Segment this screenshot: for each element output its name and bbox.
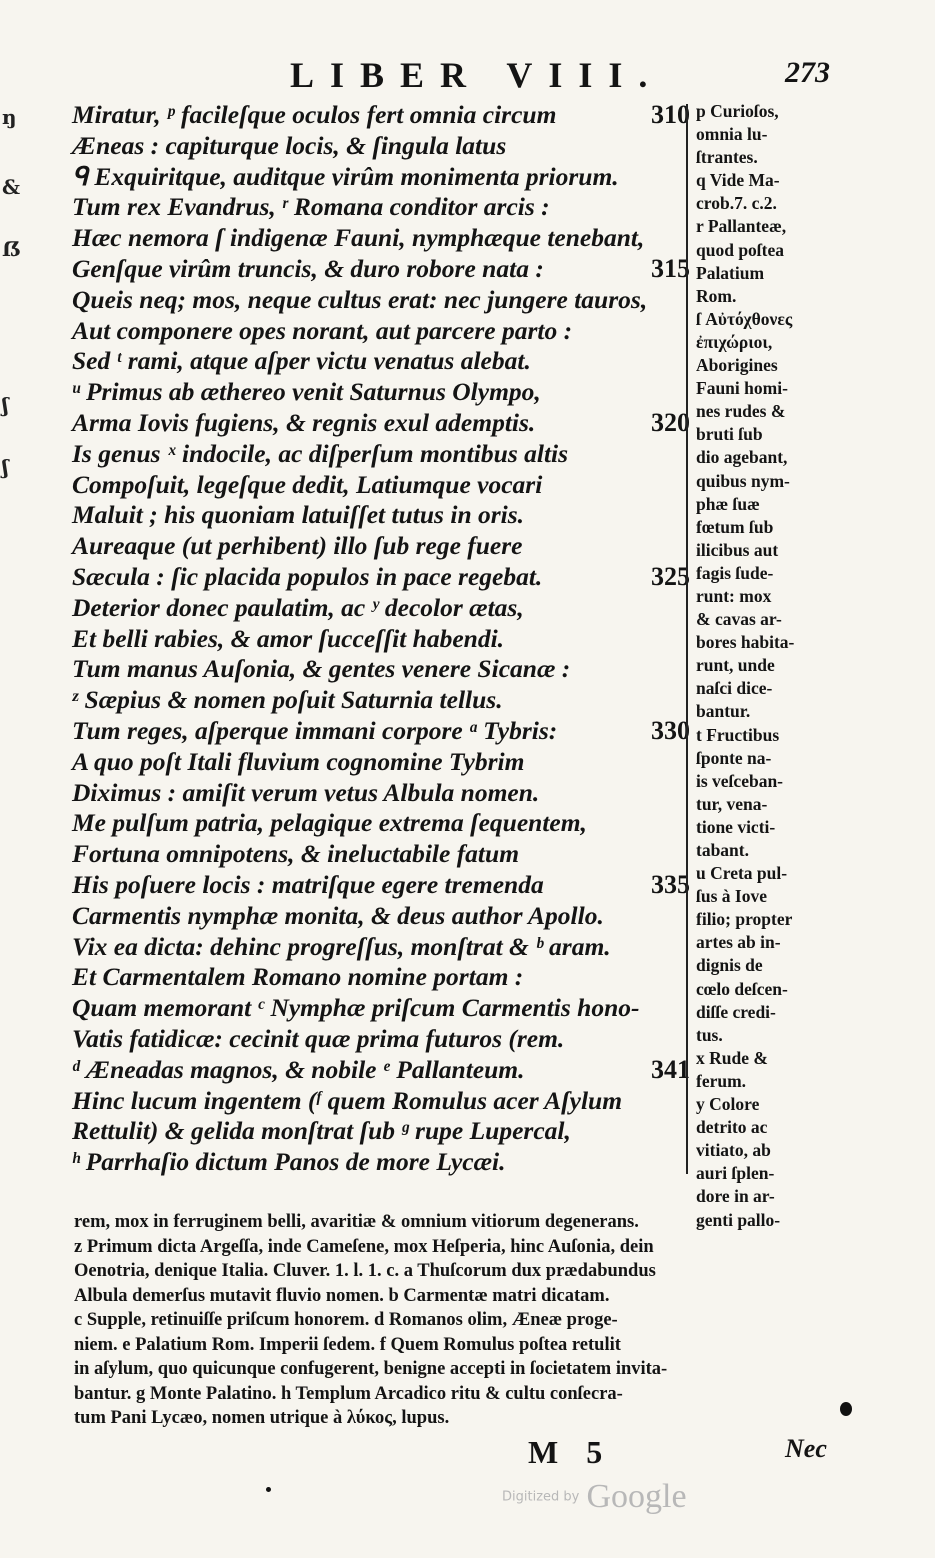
verse-line-text: Compoſuit, legeſque dedit, Latiumque vocari (72, 469, 543, 499)
margin-note-line: runt, unde (696, 655, 775, 676)
edge-mark: & (2, 175, 21, 199)
verse-line (72, 1024, 682, 1055)
margin-note-line: ilicibus aut (696, 539, 779, 560)
page-number: 273 (785, 56, 830, 89)
verse-line-text: Deterior donec paulatim, ac ʸ decolor ætas, (72, 592, 524, 622)
verse-text-block (72, 100, 690, 1178)
margin-note-line: q Vide Ma- (696, 170, 780, 191)
footnote-line: tum Pani Lycæo, nomen utrique à λύκος, lupus. (74, 1408, 450, 1428)
margin-note-line: tur, vena- (696, 793, 768, 814)
margin-note-line: p Curioſos, (696, 101, 779, 121)
verse-line (72, 470, 682, 501)
verse-line (72, 593, 682, 624)
verse-line (72, 131, 682, 162)
edge-mark: ʃ (2, 393, 9, 417)
footnotes-block (74, 1210, 844, 1431)
edge-mark: ŋ (2, 105, 17, 129)
margin-note-line: ferum. (696, 1070, 747, 1091)
verse-line-text: Tum reges, aſperque immani corpore ᵃ Tybris: (72, 715, 558, 745)
verse-line (72, 654, 682, 685)
margin-note-line: ſponte na- (696, 747, 772, 768)
verse-line (72, 932, 682, 963)
verse-line-text: Maluit ; his quoniam latuiſſet tutus in oris. (72, 500, 525, 530)
margin-note-line: bruti ſub (696, 424, 763, 445)
verse-line (72, 316, 682, 347)
verse-number: 315 (651, 253, 690, 283)
verse-number: 320 (651, 407, 690, 437)
verse-line (72, 747, 682, 778)
verse-line-text: Hinc lucum ingentem (ᶠ quem Romulus acer Aſylum (72, 1085, 623, 1115)
verse-line (72, 1086, 682, 1117)
margin-note-line: bantur. (696, 701, 751, 722)
verse-line-text: Tum rex Evandrus, ʳ Romana conditor arcis : (72, 192, 550, 222)
footnote-line: Albula demerſus mutavit fluvio nomen. b Carmentæ matri dicatam. (74, 1285, 610, 1306)
verse-line-text: Rettulit) & gelida monſtrat ſub ᵍ rupe Lupercal, (72, 1116, 571, 1146)
verse-line-text: Vatis fatidicæ: cecinit quæ prima futuros (rem. (72, 1023, 565, 1053)
verse-line (72, 993, 682, 1024)
footnote-line: rem, mox in ferruginem belli, avaritiæ & omnium vitiorum degenerans. (74, 1212, 639, 1232)
margin-note-line: fagis ſude- (696, 562, 774, 583)
margin-note-line: t Fructibus (696, 724, 780, 745)
verse-line (72, 100, 690, 131)
ink-speck (266, 1487, 271, 1492)
verse-line (72, 346, 682, 377)
verse-line (72, 253, 690, 285)
margin-note-line: auri ſplen- (696, 1163, 775, 1184)
verse-line-text: A quo poſt Itali fluvium cognomine Tybrim (72, 746, 525, 776)
verse-line (72, 962, 682, 993)
margin-note-line: tabant. (696, 840, 749, 860)
verse-line-text: Tum manus Auſonia, & gentes venere Sicanæ : (72, 654, 571, 684)
verse-line (72, 439, 682, 470)
verse-line-text: Is genus ˣ indocile, ac diſperſum montibus altis (72, 438, 569, 468)
verse-line-text: Et Carmentalem Romano nomine portam : (72, 962, 524, 992)
verse-line-text: Hæc nemora ſ indigenæ Fauni, nymphæque tenebant, (72, 223, 645, 253)
verse-line-text: Me pulſum patria, pelagique extrema ſequentem, (72, 808, 587, 838)
google-watermark (502, 1478, 687, 1518)
margin-note-line: detrito ac (696, 1117, 768, 1138)
catchword: Nec (785, 1434, 827, 1463)
verse-line (72, 685, 682, 716)
verse-line (72, 624, 682, 655)
margin-note-line: ſus à Iove (696, 886, 767, 907)
verse-line (72, 778, 682, 809)
margin-note-line: diſſe credi- (696, 1001, 776, 1022)
left-edge-bleed-marks (0, 95, 30, 995)
verse-line-text: ʰ Parrhaſio dictum Panos de more Lycæi. (72, 1147, 506, 1177)
footnote-line: c Supple, retinuiſſe priſcum honorem. d Romanos olim, Æneæ proge- (74, 1310, 618, 1330)
verse-line-text: Diximus : amiſit verum vetus Albula nomen. (72, 777, 540, 807)
verse-line-text: Aut componere opes norant, aut parcere parto : (72, 315, 573, 345)
edge-mark: ʃ (2, 455, 9, 479)
verse-line-text: ᵈ Æneadas magnos, & nobile ᵉ Pallanteum. (72, 1054, 525, 1084)
verse-line (72, 715, 690, 747)
margin-note-line: y Colore (696, 1094, 760, 1115)
verse-line-text: Sæcula : ſic placida populos in pace regebat. (72, 561, 543, 591)
verse-line-text: ᵘ Primus ab æthereo venit Saturnus Olympo, (72, 377, 541, 407)
verse-number: 330 (651, 715, 690, 745)
margin-note-line: u Creta pul- (696, 863, 788, 884)
margin-note-line: artes ab in- (696, 932, 781, 953)
verse-line (72, 500, 682, 531)
verse-line (72, 1147, 682, 1178)
margin-note-line: tus. (696, 1024, 723, 1045)
verse-number: 335 (651, 869, 690, 899)
verse-line (72, 1116, 682, 1147)
verse-line-text: Genſque virûm truncis, & duro robore nata : (72, 253, 544, 283)
footnote-line: Oenotria, denique Italia. Cluver. 1. l. 1. c. a Thuſcorum dux prædabundus (74, 1261, 656, 1281)
margin-note-line: ſ Αὐτόχθονες (696, 308, 793, 329)
verse-line (72, 869, 690, 901)
google-logo: Google (586, 1478, 687, 1515)
margin-note-line: dio agebant, (696, 447, 788, 468)
verse-number: 341 (651, 1054, 690, 1084)
margin-note-line: dore in ar- (696, 1186, 775, 1207)
page-header (290, 54, 850, 94)
column-divider-rule (686, 104, 688, 1174)
margin-note-line: vitiato, ab (696, 1140, 771, 1161)
footnote-line: in aſylum, quo quicunque confugerent, benigne accepti in ſocietatem invita- (74, 1359, 668, 1379)
footnote-line: z Primum dicta Argeſſa, inde Cameſene, mox Heſperia, hinc Auſonia, dein (74, 1236, 654, 1257)
running-title: LIBER VIII. (290, 55, 664, 95)
verse-line (72, 162, 682, 193)
verse-line (72, 839, 682, 870)
verse-line-text: Sed ᵗ rami, atque aſper victu venatus alebat. (72, 346, 531, 376)
margin-note-line: is veſceban- (696, 770, 784, 791)
verse-line-text: ᶻ Sæpius & nomen poſuit Saturnia tellus. (72, 685, 503, 715)
verse-line-text: Carmentis nymphæ monita, & deus author Apollo. (72, 900, 604, 930)
verse-line-text: His poſuere locis : matriſque egere tremenda (72, 869, 544, 899)
footnote-line: bantur. g Monte Palatino. h Templum Arcadico ritu & cultu conſecra- (74, 1383, 623, 1404)
margin-note-line: ſtrantes. (696, 147, 758, 168)
verse-line (72, 808, 682, 839)
margin-note-line: Fauni homi- (696, 378, 788, 399)
verse-line-text: ᑫ Exquiritque, auditque virûm monimenta priorum. (72, 161, 619, 191)
verse-line-text: Æneas : capiturque locis, & ſingula latus (72, 130, 507, 160)
margin-note-line: dignis de (696, 955, 763, 976)
margin-note-line: r Pallanteæ, (696, 216, 787, 237)
margin-note-line: quod poſtea (696, 239, 785, 260)
verse-line (72, 285, 682, 316)
digitized-by-text: Digitized by (502, 1489, 580, 1505)
verse-line (72, 561, 690, 593)
verse-line-text: Quam memorant ᶜ Nymphæ priſcum Carmentis hono- (72, 993, 640, 1023)
margin-note-line: omnia lu- (696, 124, 768, 145)
ink-blot (840, 1402, 852, 1416)
verse-line (72, 531, 682, 562)
margin-note-line: nes rudes & (696, 401, 786, 422)
verse-line (72, 223, 682, 254)
margin-note-line: quibus nym- (696, 470, 790, 491)
margin-note-line: & cavas ar- (696, 609, 782, 630)
verse-number: 310 (651, 100, 690, 129)
margin-note-line: fœtum ſub (696, 516, 774, 537)
margin-note-line: ἐπιχώριοι, (696, 331, 773, 352)
margin-note-line: Aborigines (696, 355, 778, 376)
verse-line (72, 901, 682, 932)
verse-number: 325 (651, 561, 690, 591)
verse-line-text: Et belli rabies, & amor ſucceſſit habendi. (72, 623, 505, 653)
margin-note-line: cœlo deſcen- (696, 978, 788, 999)
margin-notes-column (696, 100, 846, 1232)
margin-note-line: x Rude & (696, 1047, 768, 1068)
verse-line (72, 192, 682, 223)
margin-note-line: Rom. (696, 285, 737, 306)
verse-line-text: Vix ea dicta: dehinc progreſſus, monſtrat & ᵇ aram. (72, 931, 611, 961)
verse-line-text: Fortuna omnipotens, & ineluctabile fatum (72, 839, 520, 869)
verse-line-text: Aureaque (ut perhibent) illo ſub rege fuere (72, 531, 523, 561)
verse-line (72, 1054, 690, 1086)
margin-note-line: bores habita- (696, 632, 795, 653)
margin-note-line: phæ ſuæ (696, 493, 760, 514)
verse-line (72, 377, 682, 408)
edge-mark: ẞ (2, 237, 21, 261)
margin-note-line: runt: mox (696, 585, 772, 606)
margin-note-line: tione victi- (696, 816, 776, 837)
margin-note-line: naſci dice- (696, 678, 773, 699)
signature-mark: M 5 (528, 1434, 613, 1470)
verse-line-text: Arma Iovis fugiens, & regnis exul ademptis. (72, 407, 536, 437)
verse-line-text: Queis neq; mos, neque cultus erat: nec jungere tauros, (72, 284, 648, 314)
footnote-line: niem. e Palatium Rom. Imperii ſedem. f Quem Romulus poſtea retulit (74, 1334, 621, 1355)
margin-note-line: filio; propter (696, 909, 793, 930)
margin-note-line: Palatium (696, 262, 765, 283)
verse-line-text: Miratur, ᵖ facileſque oculos fert omnia circum (72, 100, 557, 129)
margin-note-line: crob.7. c.2. (696, 193, 777, 214)
verse-line (72, 407, 690, 439)
margin-note-line: genti pallo- (696, 1209, 781, 1230)
